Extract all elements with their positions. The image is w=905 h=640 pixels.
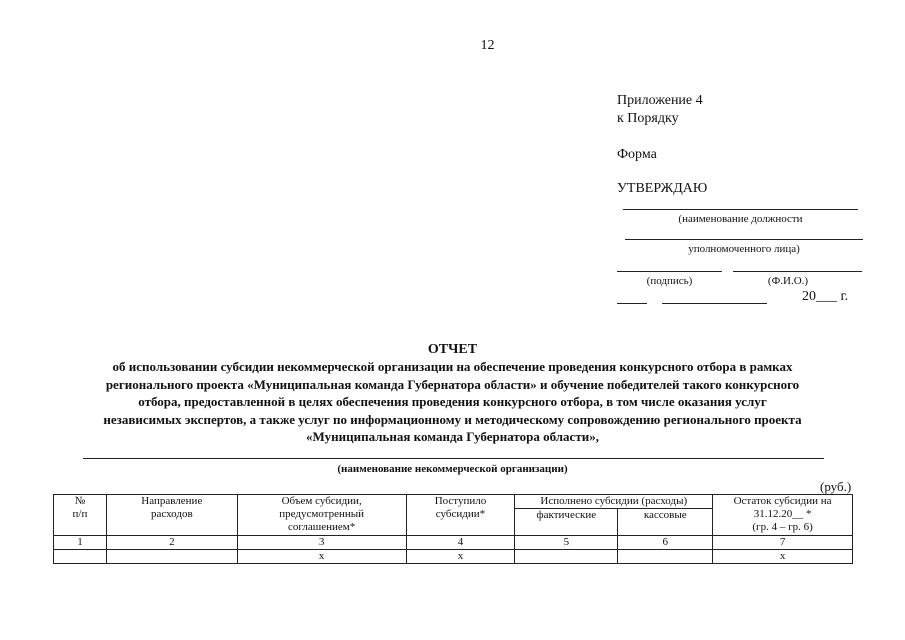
table-cell — [515, 550, 618, 564]
page-number: 12 — [480, 38, 495, 53]
column-number: 3 — [237, 536, 406, 550]
month-line — [662, 303, 767, 304]
header-received: Поступило субсидии* — [406, 495, 515, 536]
header-cash: кассовые — [618, 509, 713, 536]
header-volume: Объем субсидии, предусмотренный соглашением* — [237, 495, 406, 536]
report-title: ОТЧЕТ — [427, 342, 478, 357]
report-line: независимых экспертов, а также услуг по информационному и методическому сопровождению регионального проекта — [103, 411, 802, 427]
header-balance: Остаток субсидии на 31.12.20__ * (гр. 4 – гр. 6) — [713, 495, 853, 536]
column-number: 6 — [618, 536, 713, 550]
approve-label: УТВЕРЖДАЮ — [617, 181, 708, 196]
column-number-row — [54, 536, 853, 550]
header-executed: Исполнено субсидии (расходы) — [515, 495, 713, 509]
header-number: № п/п — [54, 495, 107, 536]
official-caption: уполномоченного лица) — [688, 243, 800, 255]
table-row — [54, 550, 853, 564]
table-cell: х — [713, 550, 853, 564]
org-name-line — [83, 458, 824, 459]
table-cell — [106, 550, 237, 564]
appendix-label: Приложение 4 — [617, 93, 703, 108]
report-line: об использовании субсидии некоммерческой организации на обеспечение проведения конкурсного отбора в рамках — [112, 359, 793, 374]
day-line — [617, 303, 647, 304]
column-number: 2 — [106, 536, 237, 550]
column-number: 4 — [406, 536, 515, 550]
report-line: отбора, предоставленной в целях обеспечения проведения конкурсного отбора, в том числе оказания услуг — [138, 394, 767, 409]
header-actual: фактические — [515, 509, 618, 536]
approval-block — [617, 92, 707, 198]
form-label: Форма — [617, 147, 657, 162]
column-number: 7 — [713, 536, 853, 550]
report-line: «Муниципальная команда Губернатора области», — [306, 429, 599, 444]
signature-caption: (подпись) — [646, 275, 693, 287]
column-number: 5 — [515, 536, 618, 550]
table-header-row — [54, 495, 853, 509]
official-line — [625, 239, 863, 240]
column-number: 1 — [54, 536, 107, 550]
signature-line — [617, 271, 722, 272]
position-line — [623, 209, 858, 210]
org-name-caption: (наименование некоммерческой организации) — [337, 463, 568, 475]
header-direction: Направление расходов — [106, 495, 237, 536]
fio-caption: (Ф.И.О.) — [767, 275, 809, 287]
report-description — [40, 358, 865, 446]
table-cell — [54, 550, 107, 564]
order-reference: к Порядку — [617, 111, 679, 126]
table-cell: х — [237, 550, 406, 564]
fio-line — [733, 271, 862, 272]
table-cell: х — [406, 550, 515, 564]
date-year: 20___ г. — [802, 289, 849, 304]
currency-unit: (руб.) — [820, 479, 852, 494]
table-cell — [618, 550, 713, 564]
report-line: регионального проекта «Муниципальная команда Губернатора области» и обучение победителей такого конкурсного — [105, 376, 800, 392]
position-caption: (наименование должности — [678, 213, 803, 225]
report-table — [53, 494, 853, 564]
